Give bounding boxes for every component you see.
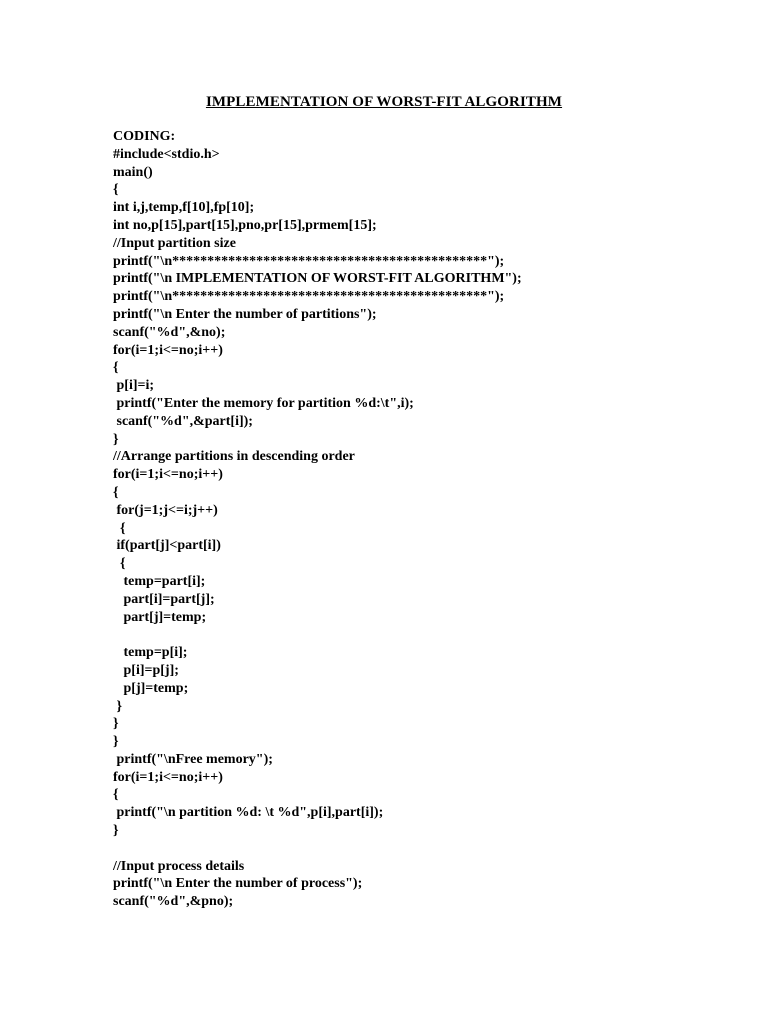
code-line: printf("\n partition %d: \t %d",p[i],part[i]); bbox=[113, 805, 384, 821]
code-line: { bbox=[113, 520, 126, 536]
code-line: //Input process details bbox=[113, 858, 245, 874]
code-line: for(i=1;i<=no;i++) bbox=[113, 769, 223, 785]
code-line: printf("\n*********************************************"); bbox=[113, 253, 505, 269]
code-line: CODING: bbox=[113, 129, 176, 144]
code-line: //Arrange partitions in descending order bbox=[113, 449, 355, 465]
code-listing bbox=[113, 128, 522, 911]
code-line: { bbox=[113, 787, 119, 803]
code-line: scanf("%d",&pno); bbox=[113, 894, 234, 910]
code-line: { bbox=[113, 182, 119, 198]
code-line: int i,j,temp,f[10],fp[10]; bbox=[113, 200, 255, 216]
code-line: p[i]=p[j]; bbox=[113, 662, 179, 678]
code-line: temp=p[i]; bbox=[113, 645, 188, 661]
code-line: scanf("%d",&part[i]); bbox=[113, 413, 253, 429]
code-line: printf("\n IMPLEMENTATION OF WORST-FIT ALGORITHM"); bbox=[113, 271, 522, 287]
code-line: printf("\nFree memory"); bbox=[113, 751, 273, 767]
document-title: IMPLEMENTATION OF WORST-FIT ALGORITHM bbox=[205, 94, 563, 110]
code-line: { bbox=[113, 360, 119, 376]
code-line: } bbox=[113, 698, 123, 714]
code-line: printf("\n*********************************************"); bbox=[113, 289, 505, 305]
code-line: #include<stdio.h> bbox=[113, 146, 220, 162]
code-line: part[i]=part[j]; bbox=[113, 591, 215, 607]
code-line bbox=[113, 840, 522, 858]
code-line: p[i]=i; bbox=[113, 378, 155, 394]
code-line: temp=part[i]; bbox=[113, 573, 206, 589]
code-line: printf("\n Enter the number of partitions"); bbox=[113, 306, 377, 322]
code-line: for(j=1;j<=i;j++) bbox=[113, 502, 218, 518]
code-line: main() bbox=[113, 164, 153, 180]
code-line: int no,p[15],part[15],pno,pr[15],prmem[15]; bbox=[113, 217, 377, 233]
code-line: { bbox=[113, 556, 126, 572]
code-line: printf("\n Enter the number of process"); bbox=[113, 876, 363, 892]
code-line: } bbox=[113, 431, 119, 447]
code-line: } bbox=[113, 716, 119, 732]
code-line: //Input partition size bbox=[113, 235, 236, 251]
code-line: for(i=1;i<=no;i++) bbox=[113, 467, 223, 483]
code-line: p[j]=temp; bbox=[113, 680, 189, 696]
code-line: scanf("%d",&no); bbox=[113, 324, 226, 340]
code-line: for(i=1;i<=no;i++) bbox=[113, 342, 223, 358]
code-line bbox=[113, 626, 522, 644]
code-line: if(part[j]<part[i]) bbox=[113, 538, 221, 554]
code-line: } bbox=[113, 823, 119, 839]
code-line: part[j]=temp; bbox=[113, 609, 207, 625]
code-line: { bbox=[113, 484, 119, 500]
code-line: printf("Enter the memory for partition %d:\t",i); bbox=[113, 395, 414, 411]
code-line: } bbox=[113, 734, 119, 750]
